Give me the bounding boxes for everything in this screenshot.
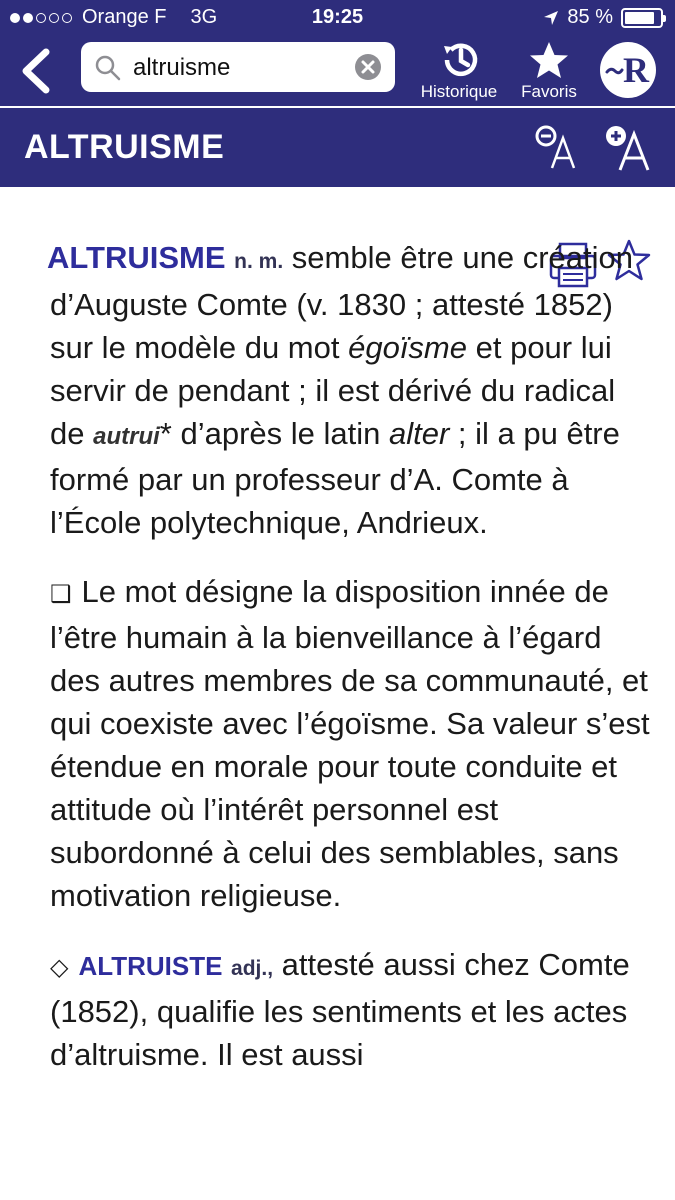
battery-percent: 85 %: [567, 6, 613, 28]
entry-header: [0, 108, 675, 187]
section-marker: ❑: [50, 581, 72, 608]
definition-text: attesté aussi chez Comte (1852), qualifie les sentiments et les actes d’altruisme. Il est aussi: [50, 947, 630, 1072]
grammatical-category: adj.,: [231, 957, 274, 980]
font-increase-icon[interactable]: [600, 120, 656, 176]
page-title: ALTRUISME: [24, 128, 225, 166]
favorites-button[interactable]: [514, 38, 584, 102]
svg-text:R: R: [623, 50, 649, 90]
history-icon: [435, 38, 483, 82]
favorites-label: Favoris: [521, 82, 577, 101]
status-bar: [0, 0, 675, 36]
battery-icon: [621, 8, 663, 28]
entry-paragraph: [50, 570, 650, 917]
entry-content: [47, 236, 650, 1102]
grammatical-category: n. m.: [234, 250, 284, 273]
text-segment: ; il a pu être formé par un professeur d’A. Comte à l’École polytechnique, Andrieux.: [50, 416, 620, 540]
history-label: Historique: [420, 82, 498, 101]
search-icon: [95, 55, 121, 81]
favorites-star-icon: [526, 38, 572, 82]
robert-logo-icon[interactable]: [600, 42, 656, 98]
clear-icon[interactable]: [355, 54, 381, 80]
subentry-marker: ◇: [50, 954, 69, 981]
network-label: 3G: [190, 6, 218, 28]
nav-bar: [0, 36, 675, 106]
italic-term: alter: [388, 416, 450, 451]
search-input[interactable]: altruisme: [133, 54, 231, 81]
clock: 19:25: [311, 6, 364, 28]
subentry-headword: ALTRUISTE: [78, 951, 223, 981]
headword: ALTRUISME: [47, 240, 226, 275]
carrier-label: Orange F: [82, 6, 167, 28]
search-field[interactable]: [81, 42, 395, 92]
entry-paragraph: [50, 943, 650, 1076]
cross-reference-link[interactable]: autrui: [93, 423, 160, 450]
definition-text: Le mot désigne la disposition innée de l’être humain à la bienveillance à l’égard des autres membres de sa communauté, et qui coexiste avec l’égoïsme. Sa valeur s’est étendue en morale pour toute conduite et attitude où l’intérêt personnel est subordonné à celui des semblables, sans motivation religieuse.: [50, 574, 650, 913]
history-button[interactable]: [412, 38, 506, 102]
location-arrow-icon: [543, 10, 559, 26]
italic-term: égoïsme: [348, 330, 467, 365]
font-decrease-icon[interactable]: [530, 120, 586, 176]
text-segment: et pour lui servir de pendant ; il est dérivé du radical de: [50, 330, 616, 451]
entry-paragraph: [47, 236, 650, 544]
back-chevron-icon[interactable]: [14, 44, 60, 98]
text-segment: semble être une création d’Auguste Comte (v. 1830 ; attesté 1852) sur le modèle du mot: [50, 240, 633, 365]
text-segment: * d’après le latin: [159, 416, 389, 451]
